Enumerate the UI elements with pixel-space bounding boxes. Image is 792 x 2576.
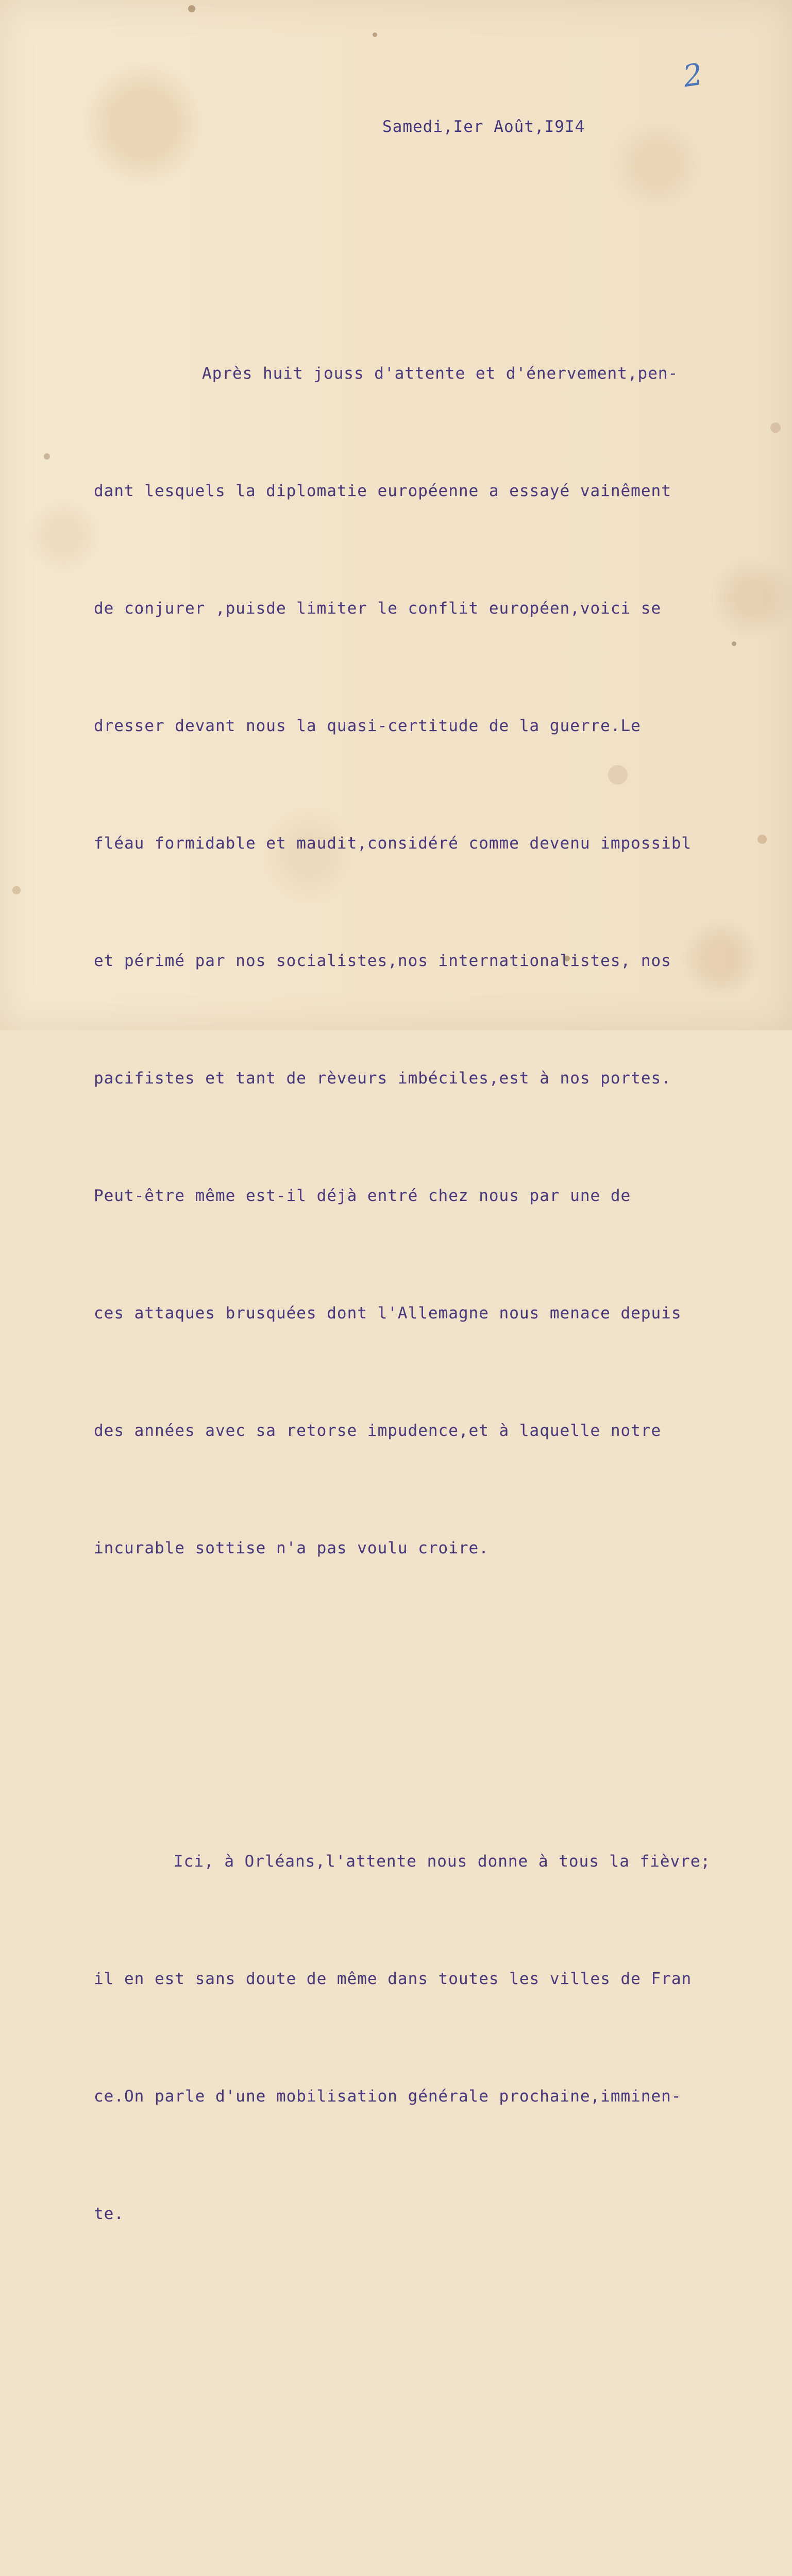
text-line: Après huit jouss d'attente et d'énervement,pen-: [202, 364, 679, 383]
paragraph-2: [94, 1764, 784, 2312]
letter-date: Samedi,Ier Août,I9I4: [382, 117, 585, 136]
text-line: Ici, à Orléans,l'attente nous donne à tous la fièvre;: [174, 1852, 711, 1871]
paragraph-3: [94, 2570, 784, 2576]
text-line: pacifistes et tant de rèveurs imbéciles,est à nos portes.: [94, 1069, 671, 1088]
text-line: fléau formidable et maudit,considéré comme devenu impossibl: [94, 834, 692, 853]
text-line: il en est sans doute de même dans toutes les villes de Fran: [94, 1970, 692, 1988]
paper-stain: [12, 886, 21, 894]
handwritten-page-number: 2: [681, 56, 705, 94]
typed-letter-body: [94, 197, 784, 2576]
paragraph-1: [94, 276, 784, 1646]
text-line: te.: [94, 2205, 124, 2223]
text-line: des années avec sa retorse impudence,et à laquelle notre: [94, 1421, 662, 1440]
paper-stain: [373, 32, 377, 37]
text-line: dresser devant nous la quasi-certitude de la guerre.Le: [94, 717, 641, 735]
paper-stain: [44, 453, 50, 460]
text-line: incurable sottise n'a pas voulu croire.: [94, 1539, 489, 1557]
text-line: ces attaques brusquées dont l'Allemagne nous menace depuis: [94, 1304, 682, 1323]
text-line: dant lesquels la diplomatie européenne a essayé vainêment: [94, 482, 671, 500]
paragraph-gap: [94, 2429, 784, 2453]
paper-stain: [188, 5, 195, 12]
text-line: et périmé par nos socialistes,nos internationalistes, nos: [94, 952, 671, 970]
text-line: Peut-être même est-il déjà entré chez nous par une de: [94, 1187, 631, 1205]
text-line: ce.On parle d'une mobilisation générale prochaine,imminen-: [94, 2087, 682, 2106]
text-line: de conjurer ,puisde limiter le conflit européen,voici se: [94, 599, 662, 618]
